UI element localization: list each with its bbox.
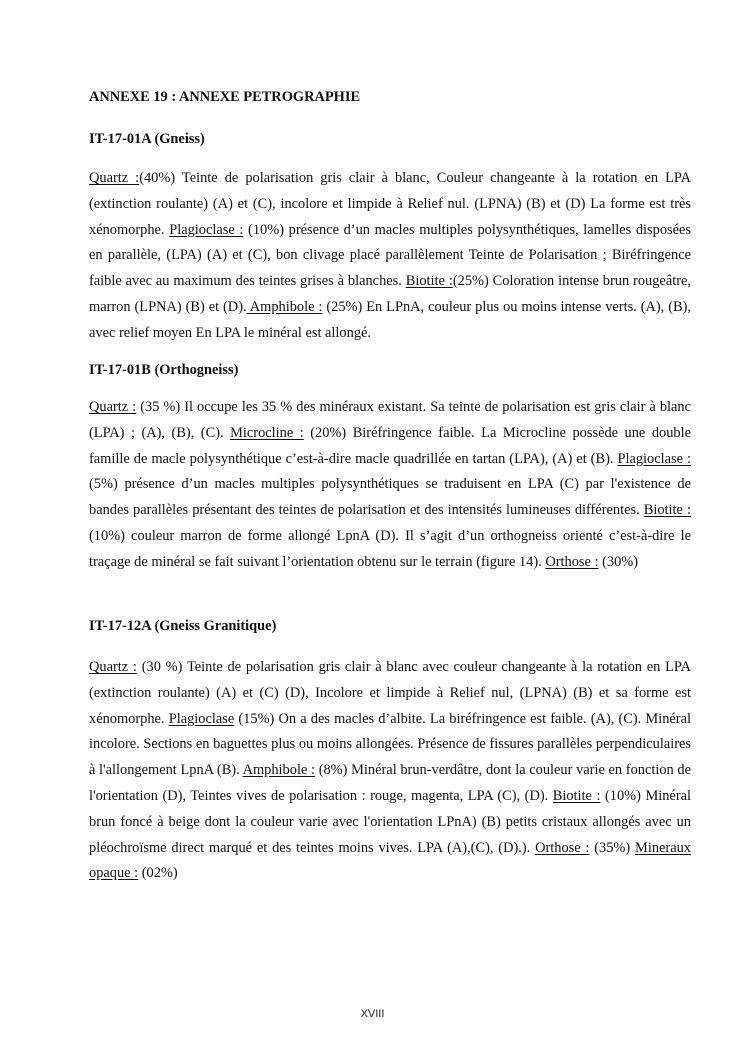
description-text: (10%) Minéral brun foncé à beige dont la couleur varie avec l'orientation LPnA) (B) petits cristaux allongés avec un pléochroïsme direct marqué et des teintes moins vives. LPA (A),(C), (D).).	[89, 787, 691, 856]
description-text: (5%) présence d’un macles multiples polysynthétiques se traduisent en LPA (C) par l'existence de bandes parallèles présentant des teintes de polarisation et des intensités lumineuses différentes.	[89, 476, 691, 519]
sample-description-2	[89, 395, 691, 576]
mineral-label: Quartz :	[89, 170, 140, 186]
description-text: (10%) présence d’un macles multiples polysynthétiques, lamelles disposées en parallèle, (LPA) (A) et (C), bon clivage placé parallèlement Teinte de Polarisation ; Biréfringence faible avec au maximum des teintes grises à blanches.	[89, 221, 691, 290]
mineral-label: Biotite :	[552, 787, 601, 804]
mineral-label: Quartz :	[89, 659, 137, 675]
mineral-label: Biotite :	[643, 502, 691, 519]
sample-description-3	[89, 655, 691, 887]
mineral-label: Mineraux opaque :	[89, 839, 691, 882]
mineral-label: Plagioclase :	[169, 221, 244, 238]
mineral-label: Orthose :	[545, 553, 599, 570]
description-text: (30 %) Teinte de polarisation gris clair à blanc avec couleur changeante à la rotation en LPA (extinction roulante) (A) et (C) (D), Incolore et limpide à Relief nul, (LPNA) (B) et sa forme est xénomorphe.	[89, 659, 692, 727]
sample-description-1	[89, 166, 691, 347]
mineral-label: Microcline :	[230, 424, 304, 441]
mineral-label: Orthose :	[535, 839, 590, 856]
description-text: (25%) Coloration intense brun rougeâtre, marron (LPNA) (B) et (D).	[89, 273, 691, 315]
mineral-label: Quartz :	[89, 399, 137, 415]
description-text: (02%)	[138, 865, 178, 882]
description-text: (20%) Biréfringence faible. La Microcline possède une double famille de macle polysynthétique c’est-à-dire macle quadrillée en tartan (LPA), (A) et (B).	[89, 424, 691, 467]
mineral-label: Plagioclase :	[617, 450, 691, 467]
description-text: (8%) Minéral brun-verdâtre, dont la couleur varie en fonction de l'orientation (D), Teintes vives de polarisation : rouge, magenta, LPA (C), (D).	[89, 762, 691, 804]
description-text: (40%) Teinte de polarisation gris clair à blanc, Couleur changeante à la rotation en LPA (extinction roulante) (A) et (C), incolore et limpide à Relief nul. (LPNA) (B) et (D) La forme est très xénomorphe.	[89, 170, 691, 238]
mineral-label: Amphibole :	[246, 298, 323, 315]
page-number: XVIII	[360, 1008, 385, 1020]
description-text: (15%) On a des macles d’albite. La biréfringence est faible. (A), (C). Minéral incolore. Sections en baguettes plus ou moins allongées. Présence de fissures parallèles perpendiculaires à l'allongement LpnA (B).	[89, 710, 691, 779]
description-text: (35 %) Il occupe les 35 % des minéraux existant. Sa teinte de polarisation est gris clair à blanc (LPA) ; (A), (B), (C).	[89, 399, 692, 441]
mineral-label: Plagioclase	[168, 710, 235, 727]
description-text: (30%)	[598, 553, 639, 570]
mineral-label: Amphibole :	[242, 762, 316, 779]
description-text: (10%) couleur marron de forme allongé LpnA (D). Il s’agit d’un orthogneiss orienté c’est-à-dire le traçage de minéral se fait suivant l’orientation obtenu sur le terrain (figure 14).	[89, 527, 691, 570]
sample-title-2: IT-17-01B (Orthogneiss)	[89, 362, 239, 378]
description-text: (35%)	[589, 839, 636, 856]
sample-title-1: IT-17-01A (Gneiss)	[89, 131, 205, 147]
mineral-label: Biotite :	[405, 273, 453, 290]
description-text: (25%) En LPnA, couleur plus ou moins intense verts. (A), (B), avec relief moyen En LPA le minéral est allongé.	[89, 298, 691, 341]
sample-title-3: IT-17-12A (Gneiss Granitique)	[89, 618, 277, 634]
annex-title: ANNEXE 19 : ANNEXE PETROGRAPHIE	[89, 89, 361, 105]
